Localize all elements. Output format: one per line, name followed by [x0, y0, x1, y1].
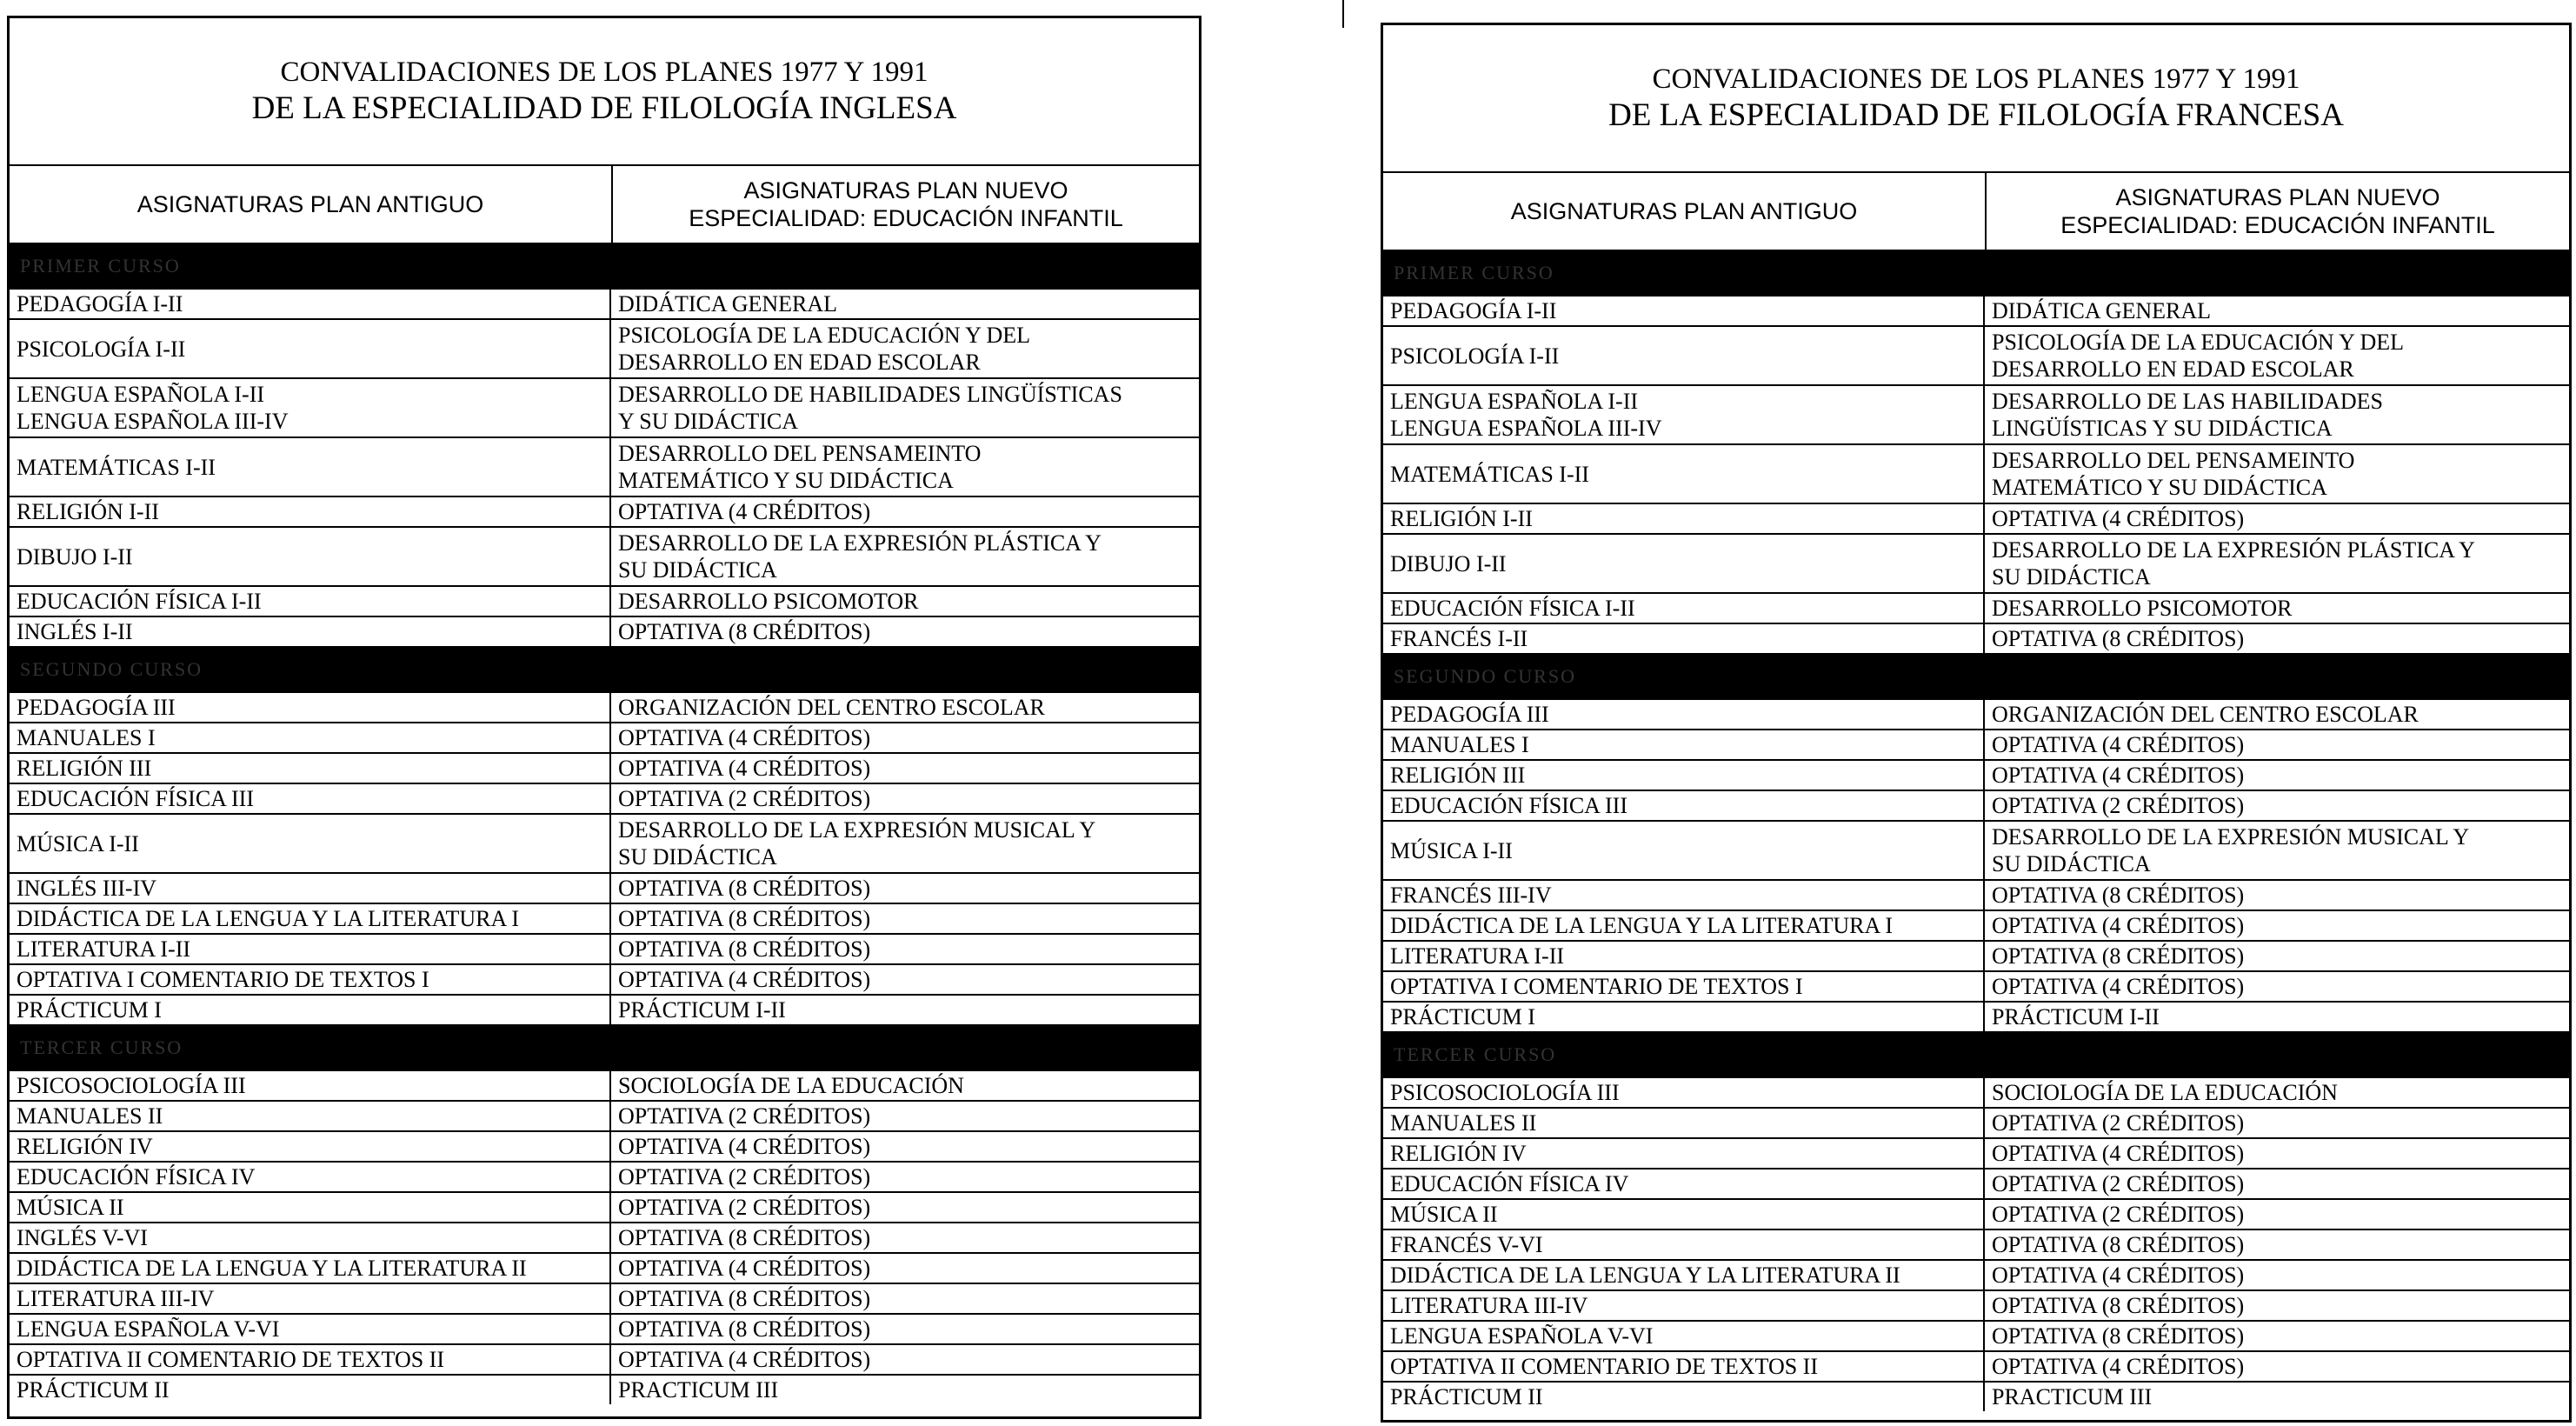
header-plan-nuevo-line2: ESPECIALIDAD: EDUCACIÓN INFANTIL	[689, 205, 1123, 231]
old-plan-subject: PSICOLOGÍA I-II	[10, 320, 611, 377]
new-plan-subject: PRÁCTICUM I-II	[1992, 1004, 2160, 1030]
table-row	[1383, 1261, 2569, 1291]
table-row	[1383, 1003, 2569, 1033]
table-row	[10, 320, 1199, 379]
new-plan-subject: OPTATIVA (8 CRÉDITOS)	[618, 936, 871, 962]
new-plan-subject: PRACTICUM III	[618, 1377, 779, 1403]
table-row	[1383, 1169, 2569, 1200]
old-plan-subject: EDUCACIÓN FÍSICA I-II	[10, 587, 611, 616]
table-row	[1383, 1322, 2569, 1352]
course-band-label: TERCER CURSO	[1394, 1043, 1557, 1065]
old-plan-subject: PEDAGOGÍA I-II	[1383, 297, 1985, 325]
old-plan-subject: PSICOSOCIOLOGÍA III	[1383, 1078, 1985, 1107]
table-row	[10, 587, 1199, 617]
old-plan-subject: MANUALES II	[1383, 1109, 1985, 1137]
table-row	[10, 723, 1199, 754]
old-plan-subject: FRANCÉS V-VI	[1383, 1230, 1985, 1259]
table-row	[10, 815, 1199, 874]
table-row	[10, 528, 1199, 587]
old-plan-subject: OPTATIVA II COMENTARIO DE TEXTOS II	[1383, 1352, 1985, 1381]
table-row	[10, 617, 1199, 648]
old-plan-subject: EDUCACIÓN FÍSICA III	[1383, 791, 1985, 820]
table-row	[10, 379, 1199, 438]
table-row	[10, 693, 1199, 723]
table-row	[1383, 297, 2569, 327]
old-plan-subject: PSICOLOGÍA I-II	[1383, 327, 1985, 384]
old-plan-subject: OPTATIVA I COMENTARIO DE TEXTOS I	[1383, 972, 1985, 1001]
new-plan-subject: DESARROLLO DE LA EXPRESIÓN MUSICAL Y SU DIDÁCTICA	[618, 817, 1096, 870]
table-row	[1383, 730, 2569, 761]
table-row	[1383, 1109, 2569, 1139]
old-plan-subject: RELIGIÓN I-II	[10, 497, 611, 526]
new-plan-subject: SOCIOLOGÍA DE LA EDUCACIÓN	[618, 1073, 964, 1098]
table-row	[1383, 386, 2569, 445]
new-plan-subject: DIDÁTICA GENERAL	[1992, 298, 2212, 323]
table-row	[10, 1132, 1199, 1163]
table-row	[1383, 942, 2569, 972]
old-plan-subject: DIDÁCTICA DE LA LENGUA Y LA LITERATURA I	[10, 904, 611, 933]
new-plan-subject: OPTATIVA (2 CRÉDITOS)	[618, 1195, 871, 1220]
table-row	[1383, 1291, 2569, 1322]
new-plan-subject: PSICOLOGÍA DE LA EDUCACIÓN Y DEL DESARROLLO EN EDAD ESCOLAR	[618, 323, 1031, 375]
table-row	[10, 874, 1199, 904]
table-row	[10, 1102, 1199, 1132]
table-row	[1383, 504, 2569, 535]
old-plan-subject: MÚSICA II	[10, 1193, 611, 1222]
old-plan-subject: RELIGIÓN I-II	[1383, 504, 1985, 533]
header-plan-nuevo	[1987, 173, 2569, 250]
new-plan-subject: DESARROLLO DEL PENSAMEINTO MATEMÁTICO Y SU DIDÁCTICA	[1992, 448, 2355, 500]
new-plan-subject: OPTATIVA (4 CRÉDITOS)	[618, 1134, 871, 1159]
old-plan-subject: DIDÁCTICA DE LA LENGUA Y LA LITERATURA I	[1383, 911, 1985, 940]
old-plan-subject: LENGUA ESPAÑOLA I-II LENGUA ESPAÑOLA III-IV	[1383, 386, 1985, 443]
table-row	[1383, 972, 2569, 1003]
table-row	[1383, 1200, 2569, 1230]
old-plan-subject: LITERATURA I-II	[10, 935, 611, 963]
new-plan-subject: OPTATIVA (4 CRÉDITOS)	[618, 967, 871, 992]
new-plan-subject: OPTATIVA (8 CRÉDITOS)	[1992, 883, 2245, 908]
old-plan-subject: EDUCACIÓN FÍSICA I-II	[1383, 594, 1985, 623]
table-row	[10, 497, 1199, 528]
course-band-label: SEGUNDO CURSO	[1394, 665, 1576, 687]
old-plan-subject: LENGUA ESPAÑOLA V-VI	[1383, 1322, 1985, 1350]
header-plan-nuevo-line1: ASIGNATURAS PLAN NUEVO	[743, 177, 1068, 203]
old-plan-subject: PEDAGOGÍA III	[10, 693, 611, 722]
old-plan-subject: INGLÉS I-II	[10, 617, 611, 646]
old-plan-subject: RELIGIÓN IV	[10, 1132, 611, 1161]
old-plan-subject: EDUCACIÓN FÍSICA IV	[1383, 1169, 1985, 1198]
old-plan-subject: PRÁCTICUM I	[1383, 1003, 1985, 1031]
table-row	[1383, 791, 2569, 822]
table-row	[1383, 881, 2569, 911]
new-plan-subject: OPTATIVA (2 CRÉDITOS)	[1992, 1110, 2245, 1136]
new-plan-subject: OPTATIVA (4 CRÉDITOS)	[618, 1347, 871, 1372]
new-plan-subject: DESARROLLO PSICOMOTOR	[1992, 596, 2293, 621]
old-plan-subject: LITERATURA III-IV	[1383, 1291, 1985, 1320]
new-plan-subject: OPTATIVA (8 CRÉDITOS)	[618, 906, 871, 931]
new-plan-subject: DESARROLLO DE LAS HABILIDADES LINGÜÍSTICAS Y SU DIDÁCTICA	[1992, 389, 2383, 441]
new-plan-subject: PRACTICUM III	[1992, 1384, 2153, 1409]
new-plan-subject: OPTATIVA (2 CRÉDITOS)	[618, 786, 871, 811]
old-plan-subject: MANUALES I	[1383, 730, 1985, 759]
course-band	[10, 648, 1199, 693]
table-row	[1383, 1078, 2569, 1109]
new-plan-subject: DESARROLLO DE LA EXPRESIÓN PLÁSTICA Y SU DIDÁCTICA	[618, 530, 1102, 583]
course-band	[1383, 251, 2569, 297]
table-row	[10, 1315, 1199, 1345]
old-plan-subject: RELIGIÓN IV	[1383, 1139, 1985, 1168]
table-row	[10, 754, 1199, 784]
new-plan-subject: OPTATIVA (8 CRÉDITOS)	[618, 619, 871, 644]
old-plan-subject: RELIGIÓN III	[10, 754, 611, 783]
table-row	[1383, 822, 2569, 881]
table-row	[10, 784, 1199, 815]
old-plan-subject: PRÁCTICUM II	[1383, 1383, 1985, 1411]
table-row	[10, 904, 1199, 935]
new-plan-subject: ORGANIZACIÓN DEL CENTRO ESCOLAR	[1992, 702, 2419, 727]
old-plan-subject: LENGUA ESPAÑOLA V-VI	[10, 1315, 611, 1343]
new-plan-subject: OPTATIVA (2 CRÉDITOS)	[1992, 1171, 2245, 1196]
course-band-label: PRIMER CURSO	[1394, 262, 1554, 283]
table-row	[10, 1376, 1199, 1404]
old-plan-subject: LITERATURA I-II	[1383, 942, 1985, 970]
new-plan-subject: OPTATIVA (4 CRÉDITOS)	[618, 1256, 871, 1281]
header-plan-nuevo	[613, 166, 1199, 243]
new-plan-subject: PSICOLOGÍA DE LA EDUCACIÓN Y DEL DESARROLLO EN EDAD ESCOLAR	[1992, 330, 2405, 382]
old-plan-subject: INGLÉS V-VI	[10, 1223, 611, 1252]
course-band-label: TERCER CURSO	[20, 1036, 183, 1058]
new-plan-subject: OPTATIVA (4 CRÉDITOS)	[1992, 1263, 2245, 1288]
old-plan-subject: DIDÁCTICA DE LA LENGUA Y LA LITERATURA II	[10, 1254, 611, 1283]
table-row	[10, 1345, 1199, 1376]
table-row	[1383, 594, 2569, 624]
table-row	[10, 996, 1199, 1026]
header-plan-antiguo: ASIGNATURAS PLAN ANTIGUO	[1383, 173, 1987, 250]
table-row	[1383, 1230, 2569, 1261]
new-plan-subject: OPTATIVA (8 CRÉDITOS)	[1992, 1293, 2245, 1318]
old-plan-subject: PEDAGOGÍA III	[1383, 700, 1985, 729]
new-plan-subject: OPTATIVA (4 CRÉDITOS)	[1992, 732, 2245, 757]
new-plan-subject: OPTATIVA (8 CRÉDITOS)	[1992, 943, 2245, 969]
header-plan-antiguo: ASIGNATURAS PLAN ANTIGUO	[10, 166, 613, 243]
old-plan-subject: MÚSICA I-II	[1383, 822, 1985, 879]
old-plan-subject: MANUALES I	[10, 723, 611, 752]
document-left-ingles	[7, 16, 1201, 1419]
old-plan-subject: RELIGIÓN III	[1383, 761, 1985, 790]
table-row	[10, 1163, 1199, 1193]
new-plan-subject: OPTATIVA (8 CRÉDITOS)	[618, 1286, 871, 1311]
table-row	[1383, 700, 2569, 730]
table-header	[10, 166, 1199, 244]
table-row	[1383, 911, 2569, 942]
title-line-2: DE LA ESPECIALIDAD DE FILOLOGÍA INGLESA	[251, 90, 957, 126]
new-plan-subject: DIDÁTICA GENERAL	[618, 291, 838, 317]
course-band-label: PRIMER CURSO	[20, 255, 181, 277]
header-plan-nuevo-line1: ASIGNATURAS PLAN NUEVO	[2115, 184, 2440, 210]
course-band	[10, 1026, 1199, 1071]
new-plan-subject: OPTATIVA (4 CRÉDITOS)	[1992, 506, 2245, 531]
table-row	[10, 935, 1199, 965]
new-plan-subject: OPTATIVA (8 CRÉDITOS)	[618, 1225, 871, 1250]
table-row	[1383, 327, 2569, 386]
table-body	[10, 244, 1199, 1404]
old-plan-subject: PRÁCTICUM I	[10, 996, 611, 1024]
course-band	[10, 244, 1199, 290]
old-plan-subject: LITERATURA III-IV	[10, 1284, 611, 1313]
new-plan-subject: OPTATIVA (8 CRÉDITOS)	[618, 1316, 871, 1342]
table-row	[10, 290, 1199, 320]
new-plan-subject: OPTATIVA (4 CRÉDITOS)	[1992, 1141, 2245, 1166]
table-row	[10, 965, 1199, 996]
course-band	[1383, 1033, 2569, 1078]
title-line-2: DE LA ESPECIALIDAD DE FILOLOGÍA FRANCESA	[1608, 97, 2344, 133]
old-plan-subject: DIDÁCTICA DE LA LENGUA Y LA LITERATURA II	[1383, 1261, 1985, 1289]
old-plan-subject: INGLÉS III-IV	[10, 874, 611, 903]
title-line-1: CONVALIDACIONES DE LOS PLANES 1977 Y 1991	[280, 57, 929, 88]
new-plan-subject: OPTATIVA (2 CRÉDITOS)	[618, 1103, 871, 1129]
old-plan-subject: MANUALES II	[10, 1102, 611, 1130]
table-row	[1383, 1352, 2569, 1383]
course-band	[1383, 655, 2569, 700]
new-plan-subject: DESARROLLO PSICOMOTOR	[618, 589, 919, 614]
table-row	[10, 1193, 1199, 1223]
new-plan-subject: OPTATIVA (2 CRÉDITOS)	[1992, 1202, 2245, 1227]
header-plan-nuevo-line2: ESPECIALIDAD: EDUCACIÓN INFANTIL	[2060, 212, 2495, 238]
title-box	[10, 18, 1199, 166]
old-plan-subject: OPTATIVA I COMENTARIO DE TEXTOS I	[10, 965, 611, 994]
table-body	[1383, 251, 2569, 1411]
new-plan-subject: OPTATIVA (4 CRÉDITOS)	[618, 499, 871, 524]
table-row	[10, 1254, 1199, 1284]
old-plan-subject: DIBUJO I-II	[10, 528, 611, 585]
scan-mark	[1342, 0, 1344, 28]
new-plan-subject: OPTATIVA (4 CRÉDITOS)	[1992, 913, 2245, 938]
old-plan-subject: MÚSICA I-II	[10, 815, 611, 872]
table-row	[10, 1223, 1199, 1254]
old-plan-subject: MATEMÁTICAS I-II	[1383, 445, 1985, 503]
title-box	[1383, 25, 2569, 173]
new-plan-subject: OPTATIVA (8 CRÉDITOS)	[1992, 1232, 2245, 1257]
old-plan-subject: MATEMÁTICAS I-II	[10, 438, 611, 496]
old-plan-subject: FRANCÉS I-II	[1383, 624, 1985, 653]
old-plan-subject: EDUCACIÓN FÍSICA IV	[10, 1163, 611, 1191]
title-line-1: CONVALIDACIONES DE LOS PLANES 1977 Y 1991	[1652, 63, 2300, 95]
old-plan-subject: DIBUJO I-II	[1383, 535, 1985, 592]
new-plan-subject: DESARROLLO DE LA EXPRESIÓN MUSICAL Y SU DIDÁCTICA	[1992, 824, 2470, 876]
table-row	[1383, 1383, 2569, 1411]
old-plan-subject: MÚSICA II	[1383, 1200, 1985, 1229]
table-header	[1383, 173, 2569, 251]
new-plan-subject: OPTATIVA (8 CRÉDITOS)	[1992, 626, 2245, 651]
course-band-label: SEGUNDO CURSO	[20, 658, 203, 680]
new-plan-subject: OPTATIVA (8 CRÉDITOS)	[1992, 1323, 2245, 1349]
old-plan-subject: PEDAGOGÍA I-II	[10, 290, 611, 318]
new-plan-subject: SOCIOLOGÍA DE LA EDUCACIÓN	[1992, 1080, 2338, 1105]
new-plan-subject: OPTATIVA (4 CRÉDITOS)	[1992, 974, 2245, 999]
document-right-frances	[1381, 23, 2572, 1423]
table-row	[1383, 1139, 2569, 1169]
old-plan-subject: PRÁCTICUM II	[10, 1376, 611, 1404]
new-plan-subject: OPTATIVA (2 CRÉDITOS)	[1992, 793, 2245, 818]
old-plan-subject: LENGUA ESPAÑOLA I-II LENGUA ESPAÑOLA III-IV	[10, 379, 611, 436]
table-row	[1383, 761, 2569, 791]
table-row	[1383, 445, 2569, 504]
table-row	[1383, 535, 2569, 594]
old-plan-subject: PSICOSOCIOLOGÍA III	[10, 1071, 611, 1100]
new-plan-subject: OPTATIVA (4 CRÉDITOS)	[1992, 1354, 2245, 1379]
new-plan-subject: OPTATIVA (4 CRÉDITOS)	[1992, 763, 2245, 788]
new-plan-subject: OPTATIVA (2 CRÉDITOS)	[618, 1164, 871, 1189]
table-row	[10, 1071, 1199, 1102]
table-row	[10, 1284, 1199, 1315]
new-plan-subject: OPTATIVA (4 CRÉDITOS)	[618, 725, 871, 750]
table-row	[10, 438, 1199, 497]
old-plan-subject: EDUCACIÓN FÍSICA III	[10, 784, 611, 813]
new-plan-subject: DESARROLLO DEL PENSAMEINTO MATEMÁTICO Y SU DIDÁCTICA	[618, 441, 982, 493]
new-plan-subject: ORGANIZACIÓN DEL CENTRO ESCOLAR	[618, 695, 1045, 720]
new-plan-subject: PRÁCTICUM I-II	[618, 997, 786, 1023]
new-plan-subject: OPTATIVA (8 CRÉDITOS)	[618, 876, 871, 901]
new-plan-subject: OPTATIVA (4 CRÉDITOS)	[618, 756, 871, 781]
old-plan-subject: OPTATIVA II COMENTARIO DE TEXTOS II	[10, 1345, 611, 1374]
new-plan-subject: DESARROLLO DE HABILIDADES LINGÜÍSTICAS Y SU DIDÁCTICA	[618, 382, 1122, 434]
new-plan-subject: DESARROLLO DE LA EXPRESIÓN PLÁSTICA Y SU DIDÁCTICA	[1992, 537, 2475, 590]
old-plan-subject: FRANCÉS III-IV	[1383, 881, 1985, 910]
table-row	[1383, 624, 2569, 655]
